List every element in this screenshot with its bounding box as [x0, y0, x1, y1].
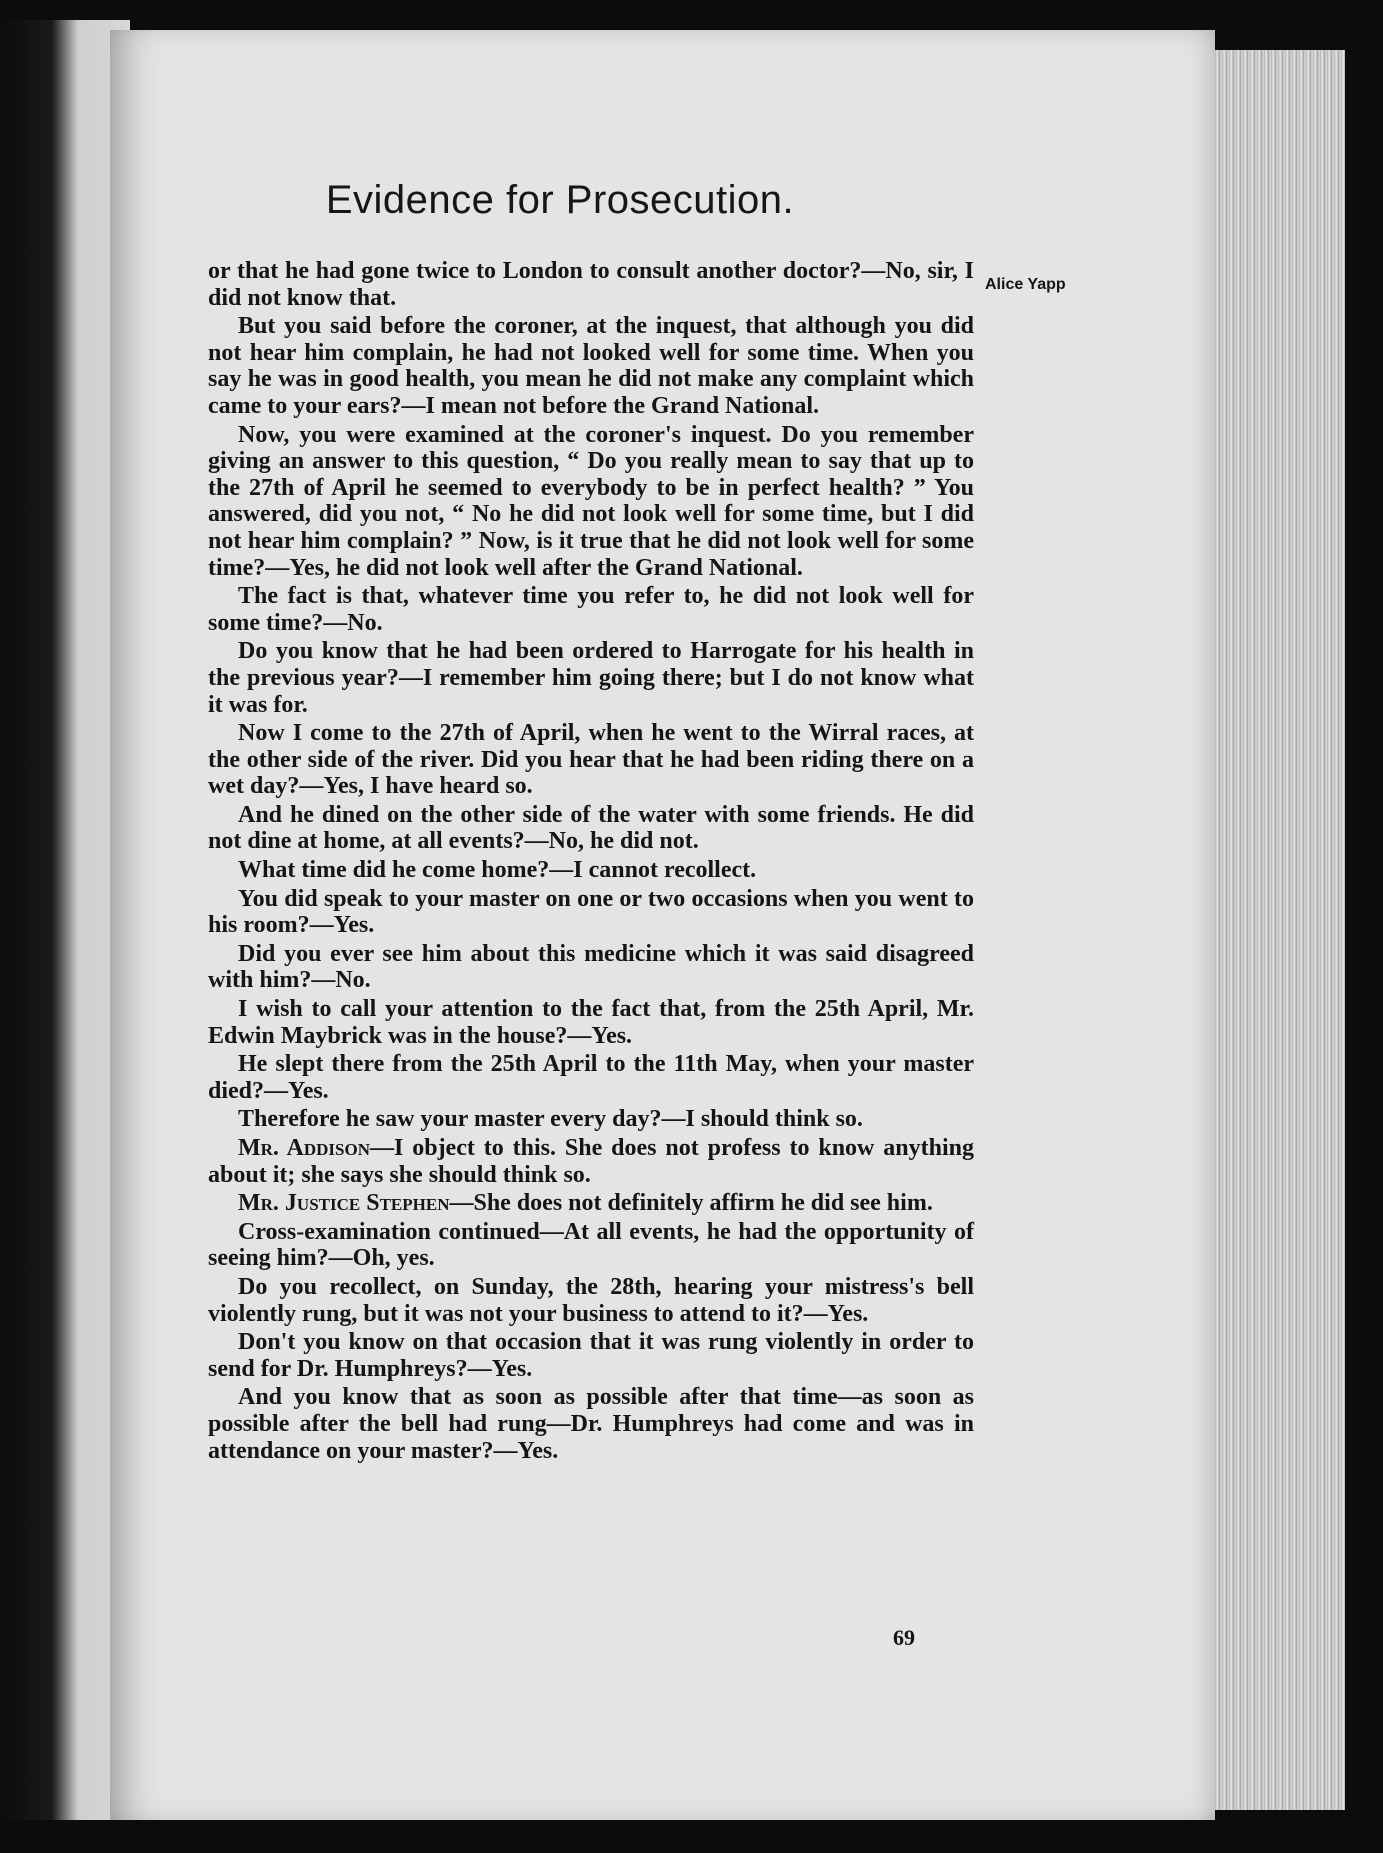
paragraph: Do you recollect, on Sunday, the 28th, hearing your mistress's bell violently rung, but it was not your business to attend to it?—Yes.	[208, 1273, 974, 1327]
speaker-text: —She does not definitely affirm he did see him.	[449, 1190, 933, 1217]
speaker-text: —I object to this. She does not profess to know anything about it; she says she should think so.	[208, 1135, 974, 1188]
paragraph: You did speak to your master on one or two occasions when you went to his room?—Yes.	[208, 885, 974, 939]
paragraph: Did you ever see him about this medicine which it was said disagreed with him?—No.	[208, 940, 974, 994]
page-number: 69	[893, 1625, 915, 1650]
paragraph: Now, you were examined at the coroner's inquest. Do you remember giving an answer to this question, “ Do you really mean to say that up to the 27th of April he seemed to everybody to be in perfect health? ” You answered, did you not, “ No he did not look well for some time, but I did not hear him complain? ” Now, is it true that he did not look well for some time?—Yes, he did not look well after the Grand National.	[208, 421, 974, 581]
paragraph: Now I come to the 27th of April, when he went to the Wirral races, at the other side of the river. Did you hear that he had been riding there on a wet day?—Yes, I have heard so.	[208, 720, 974, 800]
speaker-name: Mr. Justice Stephen	[238, 1190, 450, 1217]
book-page-edges	[1195, 50, 1345, 1810]
paragraph: Therefore he saw your master every day?—I should think so.	[238, 1106, 863, 1133]
margin-note-witness: Alice Yapp	[985, 276, 1066, 293]
paragraph: What time did he come home?—I cannot recollect.	[238, 857, 757, 884]
paragraph: He slept there from the 25th April to the 11th May, when your master died?—Yes.	[208, 1051, 974, 1104]
paragraph: or that he had gone twice to London to consult another doctor?—No, sir, I did not know that.	[208, 258, 974, 311]
speaker-name: Mr. Addison	[238, 1135, 370, 1161]
paragraph: Don't you know on that occasion that it was rung violently in order to send for Dr. Humphreys?—Yes.	[208, 1329, 974, 1382]
page-heading: Evidence for Prosecution.	[325, 178, 795, 222]
paragraph: Do you know that he had been ordered to Harrogate for his health in the previous year?—I remember him going there; but I do not know what it was for.	[208, 638, 974, 718]
paragraph: I wish to call your attention to the fact that, from the 25th April, Mr. Edwin Maybrick was in the house?—Yes.	[208, 996, 974, 1049]
paragraph: The fact is that, whatever time you refer to, he did not look well for some time?—No.	[208, 583, 974, 636]
body-text	[208, 258, 974, 1466]
paragraph: But you said before the coroner, at the inquest, that although you did not hear him complain, he had not looked well for some time. When you say he was in good health, you mean he did not make any complaint which came to your ears?—I mean not before the Grand National.	[208, 313, 974, 419]
paragraph: And you know that as soon as possible after that time—as soon as possible after the bell had rung—Dr. Humphreys had come and was in attendance on your master?—Yes.	[208, 1384, 974, 1464]
paragraph: And he dined on the other side of the water with some friends. He did not dine at home, at all events?—No, he did not.	[208, 801, 974, 855]
paragraph-justice	[208, 1190, 974, 1217]
paragraph: Cross-examination continued—At all events, he had the opportunity of seeing him?—Oh, yes.	[208, 1218, 974, 1272]
paragraph-addison	[208, 1135, 974, 1188]
